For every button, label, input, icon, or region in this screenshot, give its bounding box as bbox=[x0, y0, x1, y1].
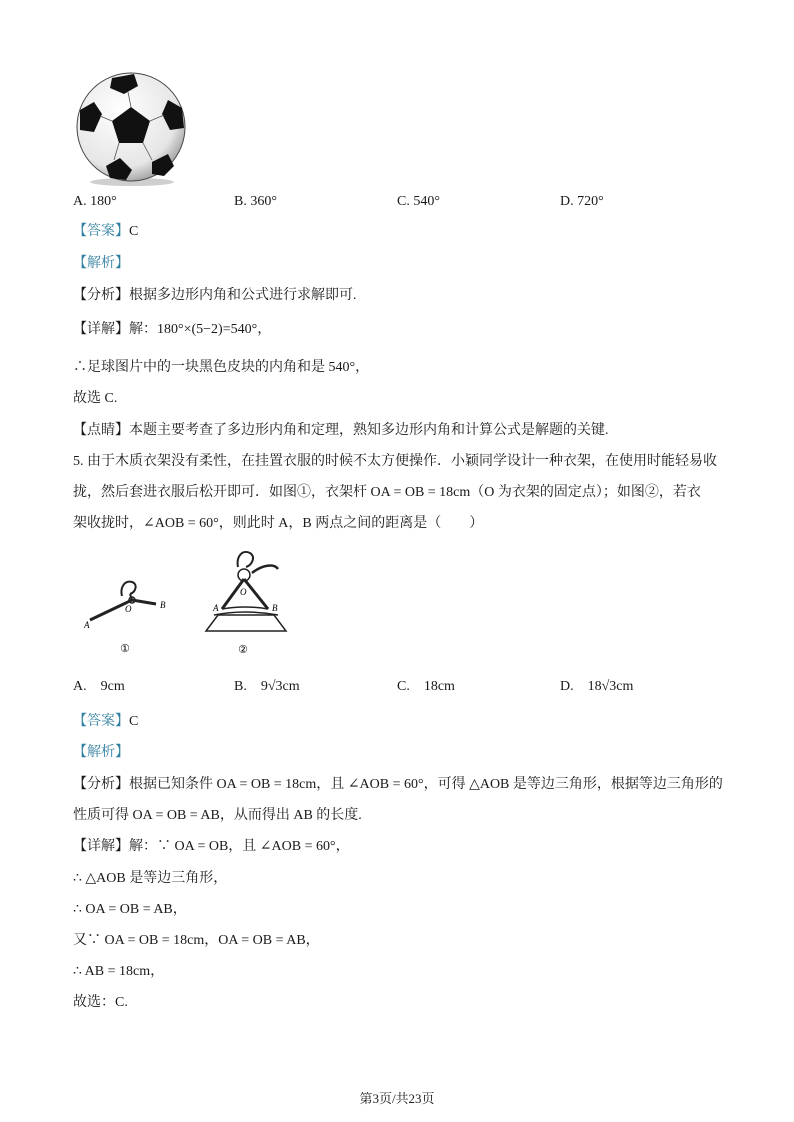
soccer-ball-image bbox=[72, 70, 190, 188]
q5-option-b: B. 9√3cm bbox=[234, 679, 300, 694]
svg-text:O: O bbox=[125, 604, 132, 614]
fenxi-tag: 【分析】 bbox=[73, 777, 129, 792]
q4-answer-line bbox=[73, 222, 138, 242]
q5-fenxi-line-2: 性质可得 OA = OB = AB，从而得出 AB 的长度. bbox=[73, 808, 362, 823]
fig1-label: ① bbox=[120, 642, 130, 655]
q5-choose-line: 故选：C. bbox=[73, 995, 128, 1010]
q5-detail-line bbox=[73, 837, 350, 857]
q4-analysis-line bbox=[73, 254, 129, 274]
answer-value: C bbox=[129, 714, 139, 729]
q5-step-1: ∴ △AOB 是等边三角形， bbox=[73, 871, 228, 886]
svg-text:O: O bbox=[240, 587, 247, 597]
page-footer: 第3页/共23页 bbox=[359, 1091, 435, 1106]
q4-conclusion-line: ∴足球图片中的一块黑色皮块的内角和是 540°， bbox=[73, 360, 370, 375]
fenxi-text: 根据多边形内角和公式进行求解即可. bbox=[129, 288, 357, 303]
fenxi-tag: 【分析】 bbox=[73, 288, 129, 303]
svg-text:A: A bbox=[213, 603, 219, 613]
q4-fenxi-line bbox=[73, 286, 357, 306]
detail-tag: 【详解】 bbox=[73, 322, 129, 337]
q4-choose-line: 故选 C. bbox=[73, 391, 118, 406]
comment-text: 本题主要考查了多边形内角和定理，熟知多边形内角和计算公式是解题的关键. bbox=[129, 423, 609, 438]
q4-option-a: A. 180° bbox=[73, 194, 117, 209]
q5-stem-line-1: 5. 由于木质衣架没有柔性，在挂置衣服的时候不太方便操作．小颖同学设计一种衣架，在使用时能轻易收 bbox=[73, 454, 717, 469]
q5-option-c: C. 18cm bbox=[397, 679, 455, 694]
svg-text:B: B bbox=[160, 600, 166, 610]
q4-option-d: D. 720° bbox=[560, 194, 604, 209]
analysis-tag: 【解析】 bbox=[73, 745, 129, 760]
q4-option-b: B. 360° bbox=[234, 194, 277, 209]
q5-option-a: A. 9cm bbox=[73, 679, 125, 694]
fig2-label: ② bbox=[238, 643, 248, 656]
q5-step-2: ∴ OA = OB = AB， bbox=[73, 902, 187, 917]
q5-analysis-line bbox=[73, 743, 129, 763]
answer-value: C bbox=[129, 224, 139, 239]
q5-answer-line bbox=[73, 712, 138, 732]
q4-option-c: C. 540° bbox=[397, 194, 440, 209]
q4-detail-line bbox=[73, 320, 271, 340]
answer-tag: 【答案】 bbox=[73, 714, 129, 729]
q5-step-3: 又∵ OA = OB = 18cm，OA = OB = AB， bbox=[73, 933, 320, 948]
svg-text:B: B bbox=[272, 603, 278, 613]
hanger-figure-1 bbox=[80, 560, 190, 660]
q5-option-d: D. 18√3cm bbox=[560, 679, 634, 694]
answer-tag: 【答案】 bbox=[73, 224, 129, 239]
analysis-tag: 【解析】 bbox=[73, 256, 129, 271]
q5-step-4: ∴ AB = 18cm， bbox=[73, 964, 165, 979]
comment-tag: 【点睛】 bbox=[73, 423, 129, 438]
q5-stem-line-2: 拢，然后套进衣服后松开即可．如图①，衣架杆 OA = OB = 18cm（O 为衣架的固定点）；如图②，若衣 bbox=[73, 485, 701, 500]
detail-text: 解：180°×(5−2)=540°， bbox=[129, 322, 272, 337]
fenxi-text: 根据已知条件 OA = OB = 18cm，且 ∠AOB = 60°，可得 △AOB 是等边三角形，根据等边三角形的 bbox=[129, 777, 723, 792]
q5-stem-line-3: 架收拢时，∠AOB = 60°，则此时 A，B 两点之间的距离是（ ） bbox=[73, 516, 484, 531]
detail-tag: 【详解】 bbox=[73, 839, 129, 854]
q5-fenxi-line-1 bbox=[73, 775, 723, 795]
q4-comment-line bbox=[73, 421, 609, 441]
detail-text: 解：∵ OA = OB，且 ∠AOB = 60°， bbox=[129, 839, 350, 854]
hanger-figure-2 bbox=[200, 545, 300, 660]
svg-text:A: A bbox=[84, 620, 90, 630]
